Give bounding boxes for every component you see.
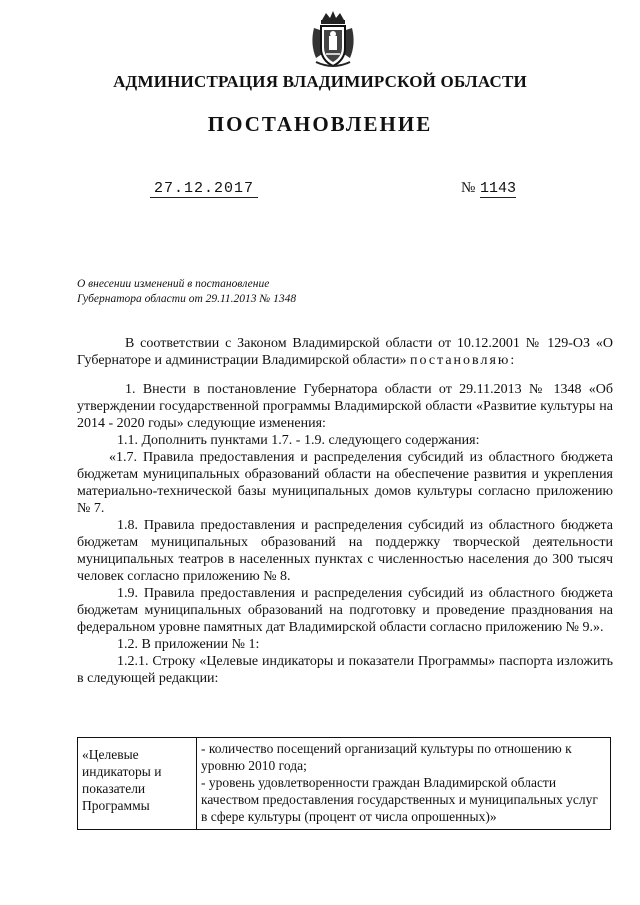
number-label: № [461, 180, 476, 196]
subject-line-1: О внесении изменений в постановление [77, 278, 270, 290]
indicator-2: - уровень удовлетворенности граждан Владимирской области качеством предоставления государственных и муниципальных услуг в сфере культуры (процент от числа опрошенных)» [201, 775, 598, 824]
organization-title: АДМИНИСТРАЦИЯ ВЛАДИМИРСКОЙ ОБЛАСТИ [113, 72, 527, 91]
item-1-2-1: 1.2.1. Строку «Целевые индикаторы и показатели Программы» паспорта изложить в следующей редакции: [77, 654, 613, 686]
table-value-cell [197, 738, 611, 830]
item-1-2: 1.2. В приложении № 1: [117, 637, 260, 652]
item-1-8: 1.8. Правила предоставления и распределения субсидий из областного бюджета бюджетам муниципальных образований на поддержку творческой деятельности муниципальных театров в населенных пунктах с численностью населения до 300 тысяч человек согласно приложению № 8. [77, 518, 613, 584]
document-subject [77, 277, 337, 307]
item-1-7: «1.7. Правила предоставления и распределения субсидий из областного бюджета бюджетам муниципальных образований области на обеспечение развития и укрепления материально-технической базы муниципальных домов культуры согласно приложению № 7. [77, 450, 613, 516]
coat-of-arms-icon [308, 10, 358, 70]
passport-table [77, 737, 611, 830]
item-1: 1. Внести в постановление Губернатора области от 29.11.2013 № 1348 «Об утверждении государственной программы Владимирской области «Развитие культуры на 2014 - 2020 годы» следующие изменения: [77, 382, 613, 431]
document-number: 1143 [480, 180, 517, 197]
table-row [78, 738, 611, 830]
item-1-1: 1.1. Дополнить пунктами 1.7. - 1.9. следующего содержания: [117, 433, 480, 448]
subject-line-2: Губернатора области от 29.11.2013 № 1348 [77, 293, 297, 305]
preamble-paragraph [77, 335, 613, 369]
decree-word: постановляю: [409, 353, 517, 368]
item-1-9: 1.9. Правила предоставления и распределения субсидий из областного бюджета бюджетам муниципальных образований на подготовку и проведение празднования на федеральном уровне памятных дат Владимирской области согласно приложению № 9.». [77, 586, 613, 635]
document-date: 27.12.2017 [150, 180, 258, 198]
preamble-text: В соответствии с Законом Владимирской области от 10.12.2001 № 129-ОЗ «О Губернаторе и администрации Владимирской области» [77, 336, 613, 368]
table-label-cell: «Целевые индикаторы и показатели Программы [78, 738, 197, 830]
document-type-title: ПОСТАНОВЛЕНИЕ [207, 112, 433, 136]
indicator-1: - количество посещений организаций культуры по отношению к уровню 2010 года; [201, 741, 572, 773]
document-body [77, 335, 613, 687]
